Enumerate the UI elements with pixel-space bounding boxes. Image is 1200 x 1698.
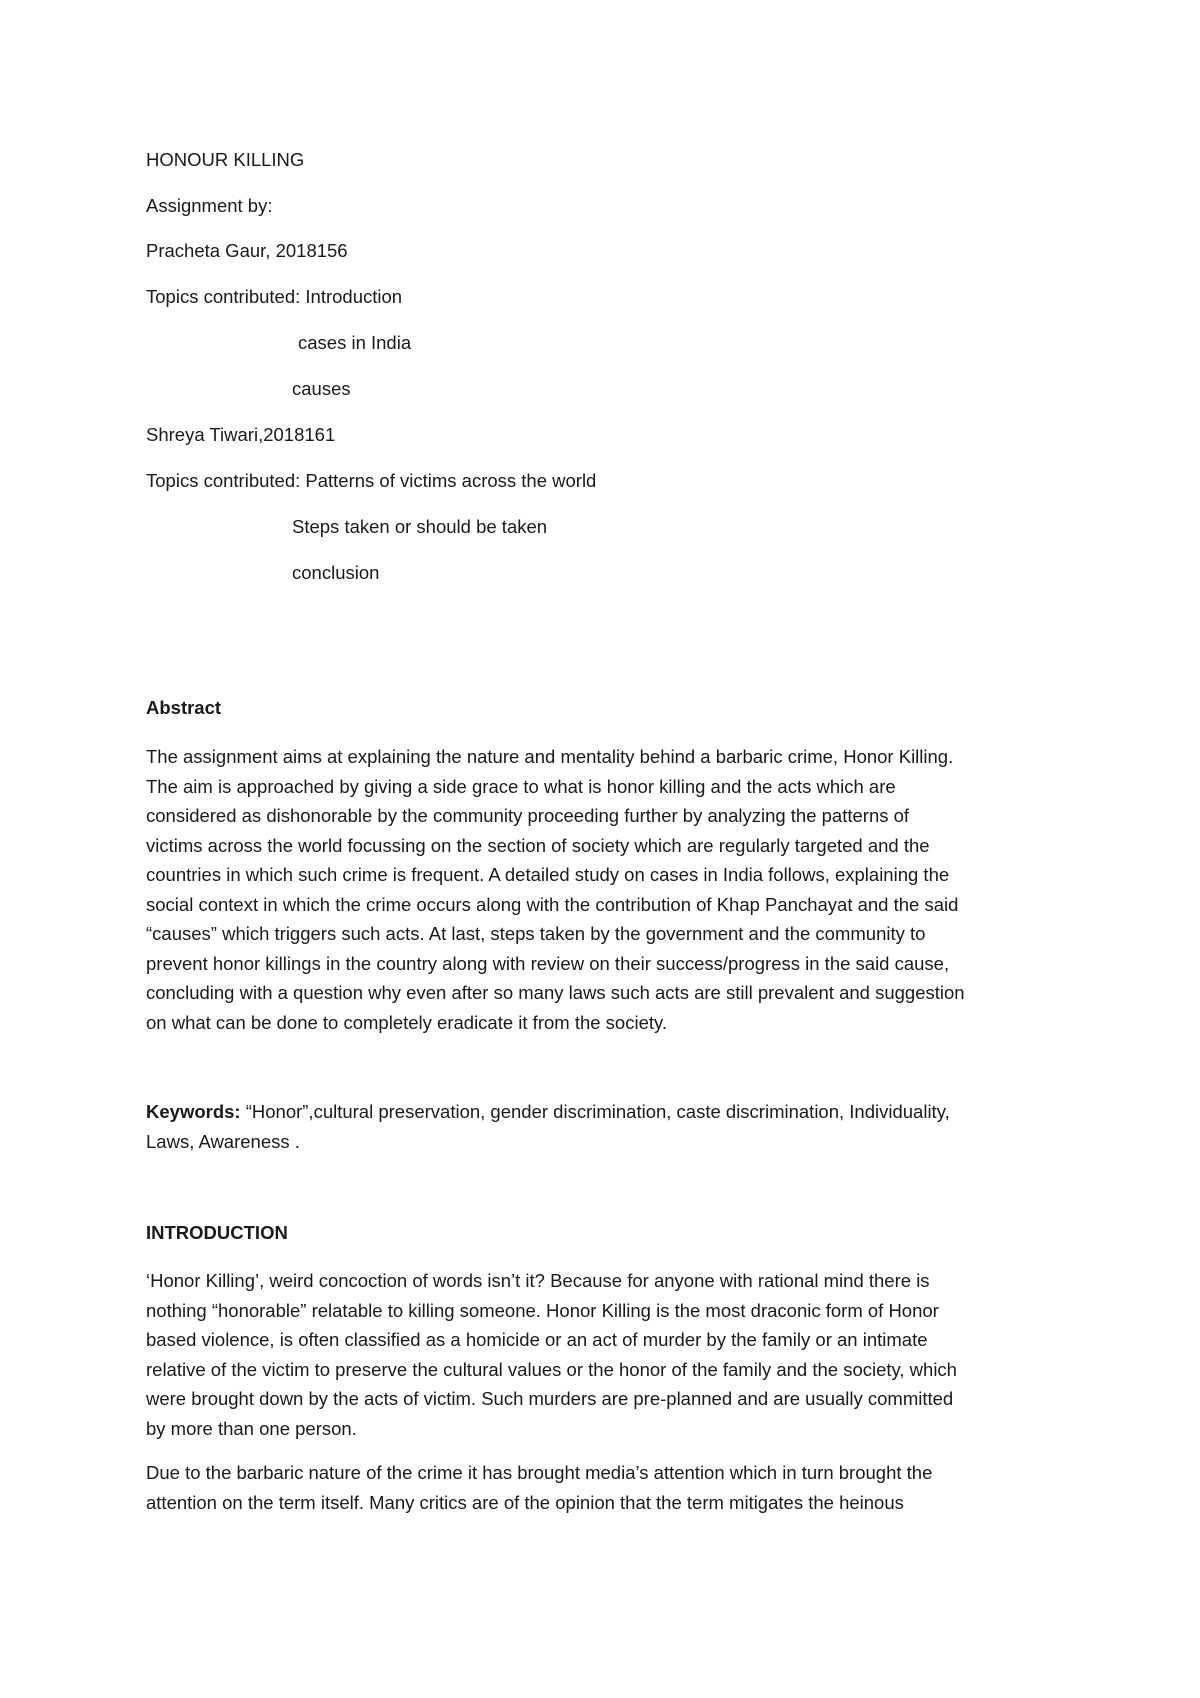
- abstract-line: The aim is approached by giving a side grace to what is honor killing and the acts which are: [146, 775, 896, 797]
- abstract-line: social context in which the crime occurs along with the contribution of Khap Panchayat and the said: [146, 893, 959, 915]
- keywords-line: [146, 1097, 1076, 1127]
- intro-line: were brought down by the acts of victim. Such murders are pre-planned and are usually committed: [146, 1388, 954, 1409]
- author1-topic-item: causes: [292, 378, 351, 399]
- abstract-line: “causes” which triggers such acts. At last, steps taken by the government and the community to: [146, 923, 926, 944]
- author1-topic-item: cases in India: [298, 332, 412, 353]
- abstract-body: [146, 742, 1076, 1037]
- author2-topics-label: Topics contributed: Patterns of victims across the world: [146, 470, 597, 491]
- intro-line: attention on the term itself. Many critics are of the opinion that the term mitigates the heinous: [146, 1491, 904, 1513]
- author2-topic-item: conclusion: [292, 562, 380, 583]
- author1-name: Pracheta Gaur, 2018156: [146, 240, 348, 261]
- abstract-line: concluding with a question why even after so many laws such acts are still prevalent and suggestion: [146, 982, 965, 1003]
- abstract-line: considered as dishonorable by the community proceeding further by analyzing the patterns of: [146, 805, 910, 826]
- abstract-line: victims across the world focussing on the section of society which are regularly targeted and the: [146, 834, 930, 856]
- abstract-line: The assignment aims at explaining the nature and mentality behind a barbaric crime, Honor Killing.: [146, 746, 954, 767]
- author1-topics-label: Topics contributed: Introduction: [146, 286, 403, 307]
- intro-line: relative of the victim to preserve the cultural values or the honor of the family and the society, which: [146, 1358, 957, 1380]
- intro-line: based violence, is often classified as a homicide or an act of murder by the family or an intimate: [146, 1329, 928, 1350]
- introduction-paragraph-2: [146, 1458, 1076, 1517]
- intro-line: Due to the barbaric nature of the crime it has brought media’s attention which in turn brought the: [146, 1462, 933, 1483]
- intro-line: ‘Honor Killing’, weird concoction of words isn’t it? Because for anyone with rational mind there is: [146, 1270, 930, 1291]
- keywords-block: [146, 1097, 1076, 1156]
- intro-line: nothing “honorable” relatable to killing someone. Honor Killing is the most draconic form of Honor: [146, 1299, 939, 1321]
- abstract-line: prevent honor killings in the country along with review on their success/progress in the said cause,: [146, 952, 950, 974]
- author2-name: Shreya Tiwari,2018161: [146, 424, 336, 445]
- keywords-text: “Honor”,cultural preservation, gender discrimination, caste discrimination, Individuality,: [240, 1101, 950, 1122]
- abstract-heading: Abstract: [146, 697, 222, 718]
- assignment-by-label: Assignment by:: [146, 195, 273, 216]
- abstract-line: on what can be done to completely eradicate it from the society.: [146, 1011, 668, 1033]
- introduction-paragraph-1: [146, 1266, 1076, 1443]
- author2-topic-item: Steps taken or should be taken: [292, 516, 548, 537]
- introduction-heading: INTRODUCTION: [146, 1222, 288, 1243]
- abstract-line: countries in which such crime is frequent. A detailed study on cases in India follows, explaining the: [146, 864, 950, 885]
- keywords-line: Laws, Awareness .: [146, 1130, 300, 1152]
- document-title: HONOUR KILLING: [146, 149, 305, 170]
- intro-line: by more than one person.: [146, 1417, 357, 1439]
- keywords-label: Keywords:: [146, 1101, 241, 1122]
